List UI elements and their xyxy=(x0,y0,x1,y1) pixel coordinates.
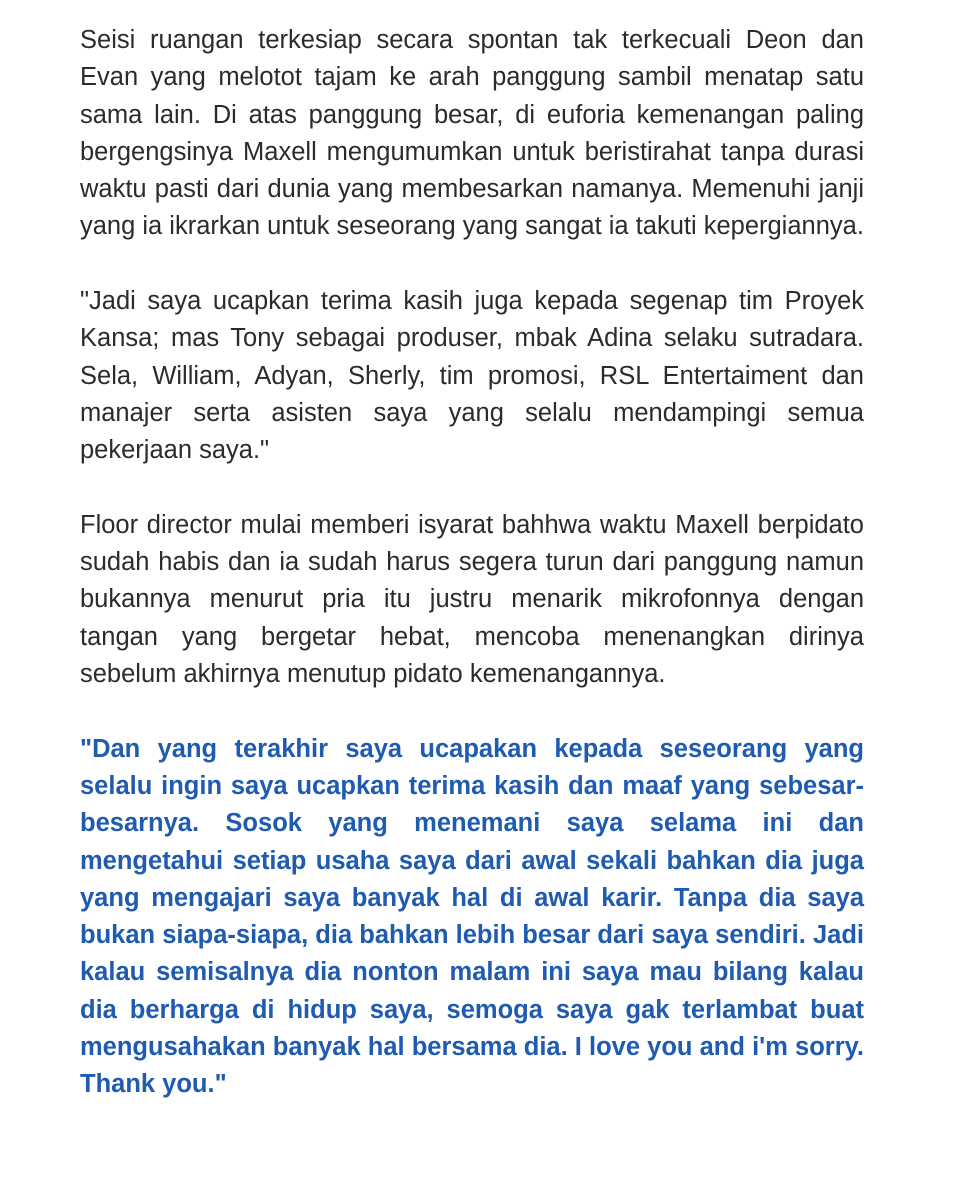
story-page xyxy=(80,22,864,1104)
speech-paragraph-final-message: "Dan yang terakhir saya ucapakan kepada seseorang yang selalu ingin saya ucapkan terima kasih dan maaf yang sebesar-besarnya. Sosok yang menemani saya selama ini dan mengetahui setiap usaha saya dari awal sekali bahkan dia juga yang mengajari saya banyak hal di awal karir. Tanpa dia saya bukan siapa-siapa, dia bahkan lebih besar dari saya sendiri. Jadi kalau semisalnya dia nonton malam ini saya mau bilang kalau dia berharga di hidup saya, semoga saya gak terlambat buat mengusahakan banyak hal bersama dia. I love you and i'm sorry. Thank you." xyxy=(80,734,864,1099)
speech-paragraph-thanks-team: "Jadi saya ucapkan terima kasih juga kepada segenap tim Proyek Kansa; mas Tony sebagai produser, mbak Adina selaku sutradara. Sela, William, Adyan, Sherly, tim promosi, RSL Entertaiment dan manajer serta asisten saya yang selalu mendampingi semua pekerjaan saya." xyxy=(80,287,864,465)
narration-paragraph-floor-director: Floor director mulai memberi isyarat bahhwa waktu Maxell berpidato sudah habis dan ia sudah harus segera turun dari panggung namun bukannya menurut pria itu justru menarik mikrofonnya dengan tangan yang bergetar hebat, mencoba menenangkan dirinya sebelum akhirnya menutup pidato kemenangannya. xyxy=(80,510,864,689)
narration-paragraph-stage-announcement: Seisi ruangan terkesiap secara spontan tak terkecuali Deon dan Evan yang melotot tajam ke arah panggung sambil menatap satu sama lain. Di atas panggung besar, di euforia kemenangan paling bergengsinya Maxell mengumumkan untuk beristirahat tanpa durasi waktu pasti dari dunia yang membesarkan namanya. Memenuhi janji yang ia ikrarkan untuk seseorang yang sangat ia takuti kepergiannya. xyxy=(80,26,864,241)
